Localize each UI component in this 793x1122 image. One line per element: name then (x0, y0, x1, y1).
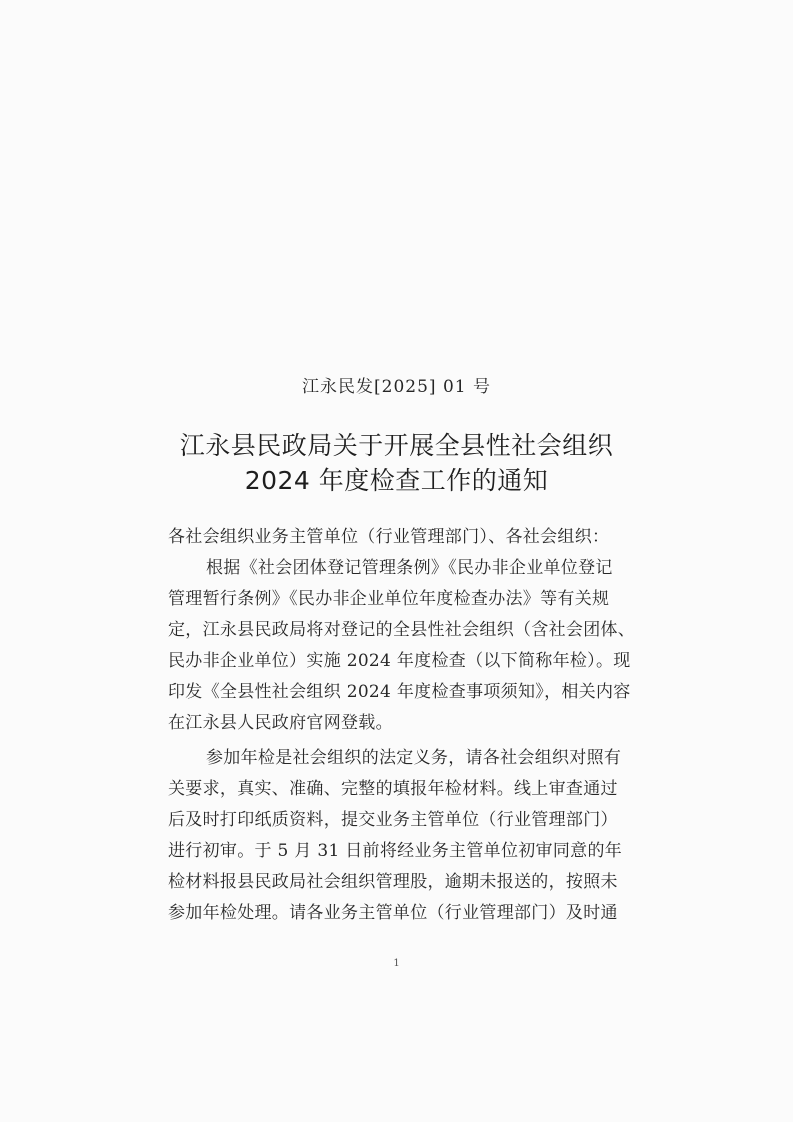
salutation: 各社会组织业务主管单位（行业管理部门）、各社会组织： (168, 527, 610, 547)
body-line: 检材料报县民政局社会组织管理股，逾期未报送的，按照未 (168, 872, 618, 892)
body-line: 在江永县人民政府官网登载。 (168, 713, 393, 733)
document-title (0, 428, 793, 498)
body-line: 民办非企业单位）实施 2024 年度检查（以下简称年检）。现 (168, 651, 631, 671)
body-line: 参加年检是社会组织的法定义务，请各社会组织对照有 (206, 748, 622, 768)
body-line: 后及时打印纸质资料，提交业务主管单位（行业管理部门） (168, 810, 618, 830)
title-line-2: 2024 年度检查工作的通知 (244, 466, 549, 495)
body-line: 根据《社会团体登记管理条例》《民办非企业单位登记 (206, 558, 613, 578)
body-line: 定，江永县民政局将对登记的全县性社会组织（含社会团体、 (168, 620, 636, 640)
title-line-1: 江永县民政局关于开展全县性社会组织 (179, 431, 614, 460)
body-line: 印发《全县性社会组织 2024 年度检查事项须知》，相关内容 (168, 682, 631, 702)
body-line: 关要求，真实、准确、完整的填报年检材料。线上审查通过 (168, 779, 618, 799)
page-number: 1 (393, 958, 400, 969)
body-line: 进行初审。于 5 月 31 日前将经业务主管单位初审同意的年 (168, 841, 623, 861)
document-number: 江永民发[2025] 01 号 (302, 377, 491, 397)
body-line: 管理暂行条例》《民办非企业单位年度检查办法》等有关规 (168, 589, 610, 609)
document-body (168, 522, 638, 929)
body-line: 参加年检处理。请各业务主管单位（行业管理部门）及时通 (168, 903, 618, 923)
